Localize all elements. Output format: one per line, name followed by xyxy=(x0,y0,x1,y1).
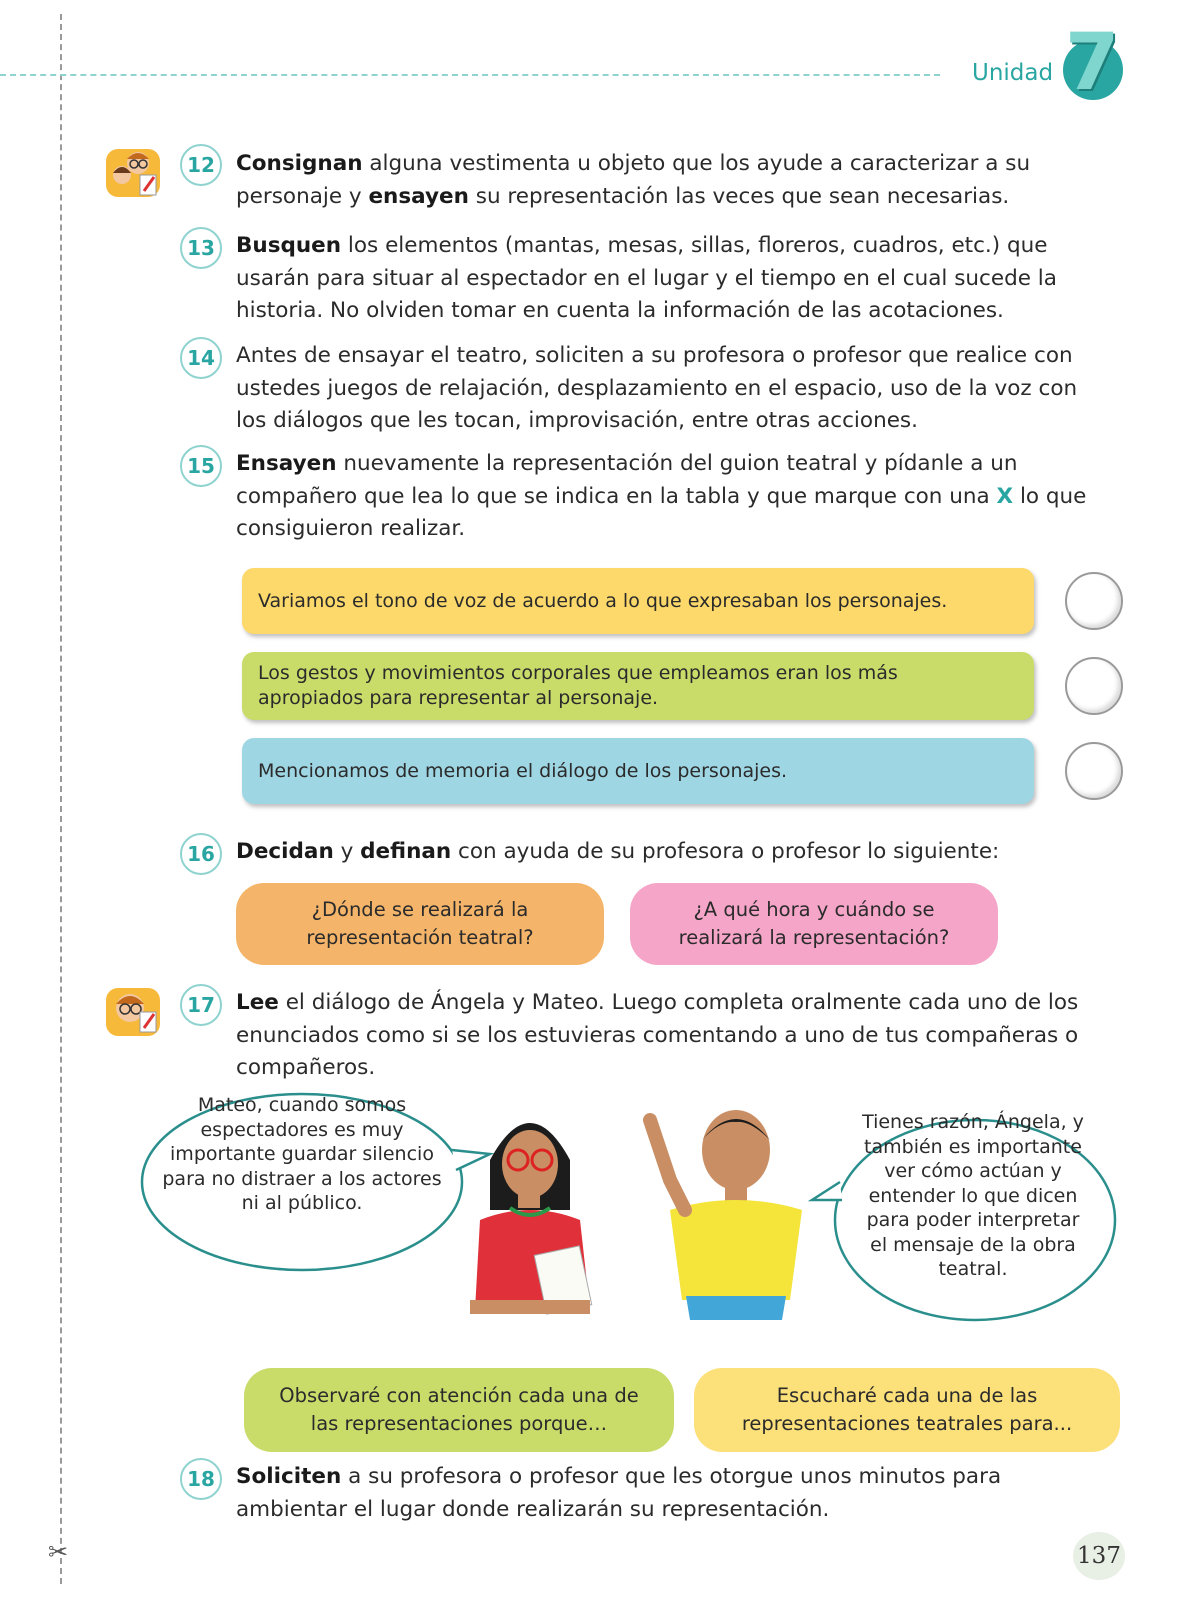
activity-17-text-part: el diálogo de Ángela y Mateo. Luego completa oralmente cada uno de los enunciados como si se los estuvieras comentando a uno de tus compañeras o compañeros. xyxy=(236,990,1079,1080)
x-mark: X xyxy=(996,483,1014,509)
activity-16-text-part: y xyxy=(333,839,361,864)
activity-12-text-part: alguna vestimenta u objeto que los ayude a caracterizar a su personaje y xyxy=(236,151,1031,209)
header-divider xyxy=(0,74,940,76)
activity-number-17: 17 xyxy=(180,984,222,1026)
activity-15-text xyxy=(236,448,1106,546)
prompt-listen-text: Escucharé cada una de las representaciones teatrales para... xyxy=(741,1384,1073,1435)
checklist-item-1-text: Variamos el tono de voz de acuerdo a lo que expresaban los personajes. xyxy=(258,589,948,612)
activity-16-text xyxy=(236,836,1106,869)
checklist-checkbox-1[interactable] xyxy=(1065,572,1123,630)
activity-12-verb-2: ensayen xyxy=(368,183,469,209)
activity-12-verb: Consignan xyxy=(236,151,363,176)
individual-work-icon xyxy=(104,984,160,1036)
mateo-speech-bubble: Tienes razón, Ángela, y también es importante ver cómo actúan y entender lo que dicen para poder interpretar el mensaje de la obra teatral. xyxy=(862,1111,1084,1280)
prompt-listen xyxy=(694,1368,1120,1452)
activity-13-verb: Busquen xyxy=(236,233,342,258)
unit-number: 7 xyxy=(1065,18,1120,108)
activity-14-text-part: Antes de ensayar el teatro, soliciten a su profesora o profesor que realice con ustedes juegos de relajación, desplazamiento en el espacio, uso de la voz con los diálogos que les tocan, improvisación, entre otras acciones. xyxy=(236,343,1078,433)
pair-work-icon xyxy=(104,145,160,197)
activity-12-text-part-2: su representación las veces que sean necesarias. xyxy=(468,183,1010,209)
activity-15-text-part-2: lo que consiguieron realizar. xyxy=(236,483,1087,541)
activity-15-verb: Ensayen xyxy=(236,451,337,476)
checklist-item-3 xyxy=(242,738,1034,804)
activity-13-text-part: los elementos (mantas, mesas, sillas, floreros, cuadros, etc.) que usarán para situar al espectador en el lugar y el tiempo en el cual sucede la historia. No olviden tomar en cuenta la información de las acotaciones. xyxy=(236,233,1057,323)
activity-13-text xyxy=(236,230,1106,328)
activity-number-18: 18 xyxy=(180,1458,222,1500)
activity-15-text-part: nuevamente la representación del guion teatral y pídanle a un compañero que lea lo que se indica en la tabla y que marque con una xyxy=(236,451,1018,509)
checklist-item-2-text: Los gestos y movimientos corporales que empleamos eran los más apropiados para representar al personaje. xyxy=(258,662,898,709)
activity-18-text-part: a su profesora o profesor que les otorgue unos minutos para ambientar el lugar donde realizarán su representación. xyxy=(236,1464,1002,1522)
angela-figure xyxy=(470,1123,592,1314)
activity-17-verb: Lee xyxy=(236,990,279,1015)
activity-number-14: 14 xyxy=(180,337,222,379)
unit-label: Unidad xyxy=(972,60,1054,86)
activity-16-verb: Decidan xyxy=(236,839,334,864)
activity-number-13: 13 xyxy=(180,227,222,269)
scissors-icon: ✂ xyxy=(48,1538,69,1566)
activity-number-16: 16 xyxy=(180,833,222,875)
checklist-checkbox-3[interactable] xyxy=(1065,742,1123,800)
question-when-text: ¿A qué hora y cuándo se realizará la representación? xyxy=(678,898,950,949)
checklist-item-3-text: Mencionamos de memoria el diálogo de los personajes. xyxy=(258,759,788,782)
checklist-item-1 xyxy=(242,568,1034,634)
question-where-text: ¿Dónde se realizará la representación teatral? xyxy=(306,898,534,949)
activity-14-text xyxy=(236,340,1106,438)
mateo-figure xyxy=(650,1110,802,1320)
cut-line xyxy=(60,14,62,1584)
activity-16-text-part-2: con ayuda de su profesora o profesor lo siguiente: xyxy=(451,839,1000,864)
prompt-observe xyxy=(244,1368,674,1452)
question-where xyxy=(236,883,604,965)
checklist-item-2 xyxy=(242,652,1034,720)
page-number: 137 xyxy=(1073,1532,1125,1580)
activity-12-text xyxy=(236,148,1106,213)
angela-speech-bubble: Mateo, cuando somos espectadores es muy importante guardar silencio para no distraer a los actores ni al público. xyxy=(162,1094,442,1214)
prompt-observe-text: Observaré con atención cada una de las representaciones porque… xyxy=(279,1384,639,1435)
question-when xyxy=(630,883,998,965)
activity-number-12: 12 xyxy=(180,144,222,186)
activity-17-text xyxy=(236,987,1116,1085)
activity-18-text xyxy=(236,1461,1116,1526)
activity-16-verb-2: definan xyxy=(360,839,452,864)
checklist-checkbox-2[interactable] xyxy=(1065,657,1123,715)
activity-18-verb: Soliciten xyxy=(236,1464,342,1489)
activity-number-15: 15 xyxy=(180,445,222,487)
